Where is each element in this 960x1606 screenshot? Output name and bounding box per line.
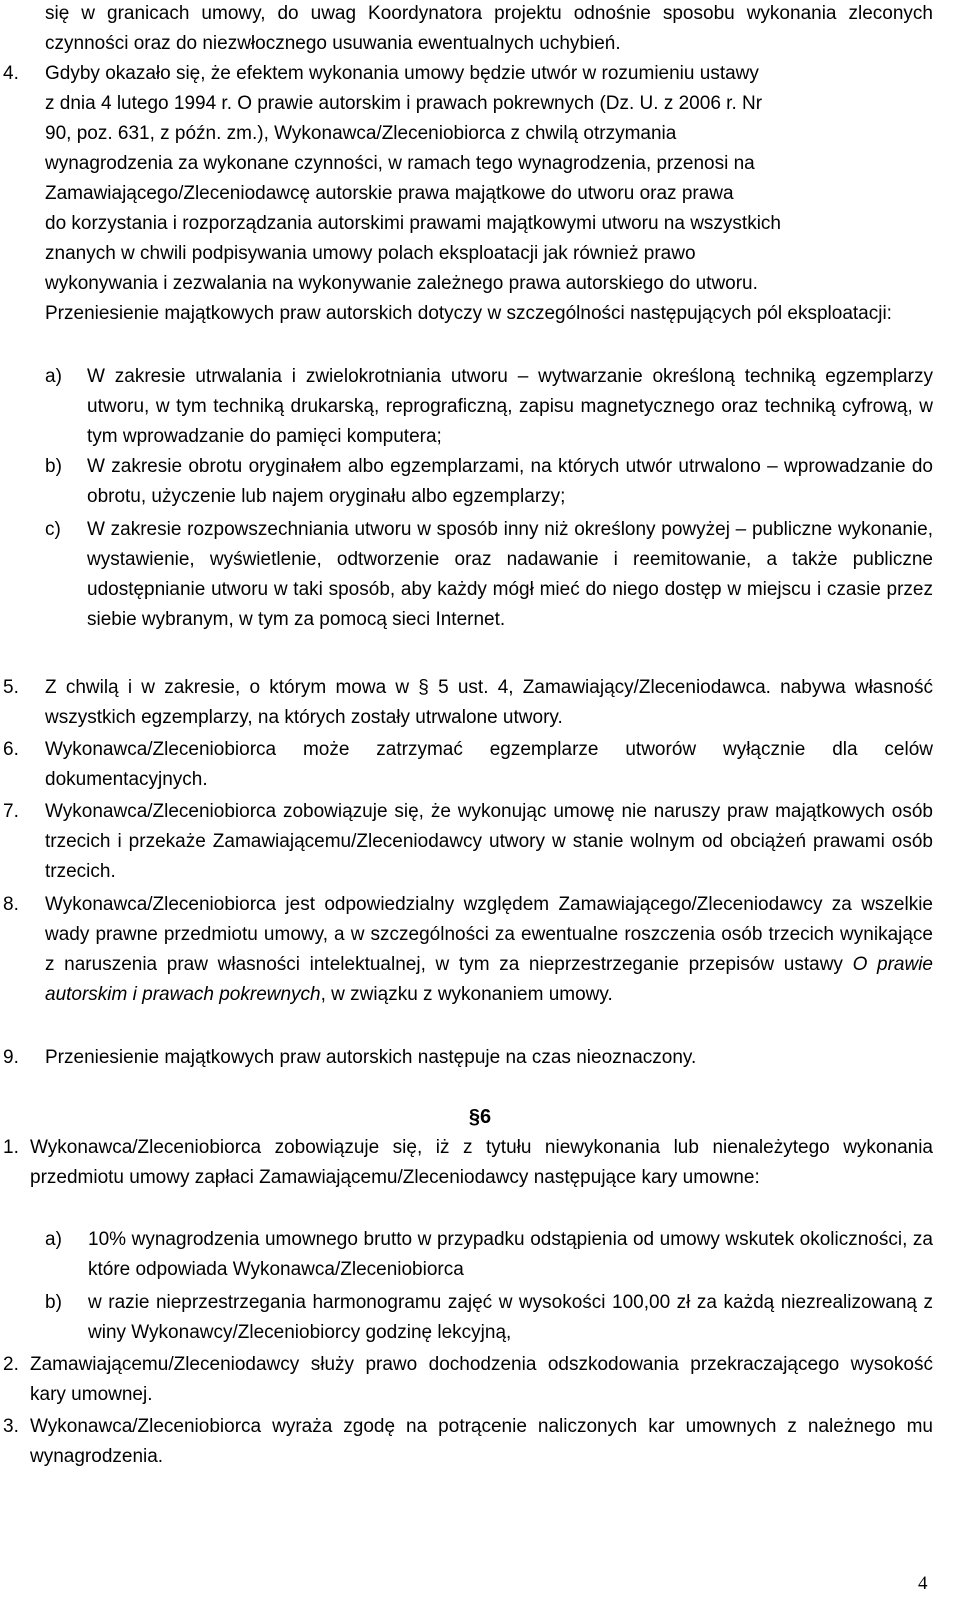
section-6-item-2-number: 2.	[3, 1354, 19, 1375]
item-4-line: do korzystania i rozporządzania autorskimi prawami majątkowymi utworu na wszystkich	[45, 213, 781, 234]
item-4-sub-c-letter: c)	[45, 519, 61, 540]
item-9-number: 9.	[3, 1047, 19, 1068]
section-6-sub-b-text: w razie nieprzestrzegania harmonogramu zajęć w wysokości 100,00 zł za każdą niezrealizowaną z winy Wykonawcy/Zleceniobiorcy godzinę lekcyjną,	[88, 1292, 933, 1343]
item-6-number: 6.	[3, 739, 19, 760]
item-4-sub-c-text: W zakresie rozpowszechniania utworu w sposób inny niż określony powyżej – publiczne wykonanie, wystawienie, wyświetlenie, odtworzenie oraz nadawanie i reemitowanie, a także publiczne udostępnianie utworu w taki sposób, aby każdy mógł mieć do niego dostęp w miejscu i czasie przez siebie wybranym, w tym za pomocą sieci Internet.	[87, 519, 933, 630]
item-4-line: znanych w chwili podpisywania umowy polach eksploatacji jak również prawo	[45, 243, 696, 264]
section-6-item-1-number: 1.	[3, 1137, 19, 1158]
item-5-text: Z chwilą i w zakresie, o którym mowa w § 5 ust. 4, Zamawiający/Zleceniodawca. nabywa własność wszystkich egzemplarzy, na których zostały utrwalone utwory.	[45, 677, 933, 728]
item-4-line: z dnia 4 lutego 1994 r. O prawie autorskim i prawach pokrewnych (Dz. U. z 2006 r. Nr	[45, 93, 763, 114]
item-4-sub-b-letter: b)	[45, 456, 62, 477]
item-5-number: 5.	[3, 677, 19, 698]
page-number: 4	[918, 1573, 928, 1594]
item-4-line: 90, poz. 631, z późn. zm.), Wykonawca/Zleceniobiorca z chwilą otrzymania	[45, 123, 677, 144]
item-8-text-before: Wykonawca/Zleceniobiorca jest odpowiedzialny względem Zamawiającego/Zleceniodawcy za wszelkie wady prawne przedmiotu umowy, a w szczególności za ewentualne roszczenia osób trzecich wynikające z naruszenia praw własności intelektualnej, w tym za nieprzestrzeganie przepisów ustawy	[45, 894, 933, 975]
item-4-number: 4.	[3, 63, 19, 84]
intro-continuation: się w granicach umowy, do uwag Koordynatora projektu odnośnie sposobu wykonania zleconych czynności oraz do niezwłocznego usuwania ewentualnych uchybień.	[45, 3, 933, 54]
section-6-item-2-text: Zamawiającemu/Zleceniodawcy służy prawo dochodzenia odszkodowania przekraczającego wysokość kary umownej.	[30, 1354, 933, 1405]
section-6-item-3-number: 3.	[3, 1416, 19, 1437]
section-6-sub-a-text: 10% wynagrodzenia umownego brutto w przypadku odstąpienia od umowy wskutek okoliczności, za które odpowiada Wykonawca/Zleceniobiorca	[88, 1229, 933, 1280]
item-9-text: Przeniesienie majątkowych praw autorskich następuje na czas nieoznaczony.	[45, 1047, 697, 1068]
section-6-heading: §6	[468, 1106, 492, 1128]
section-6-sub-a-letter: a)	[45, 1229, 62, 1250]
section-6-sub-b-letter: b)	[45, 1292, 62, 1313]
item-7-number: 7.	[3, 801, 19, 822]
item-4-line: Zamawiającego/Zleceniodawcę autorskie prawa majątkowe do utworu oraz prawa	[45, 183, 734, 204]
item-4-line: wykonywania i zezwalania na wykonywanie zależnego prawa autorskiego do utworu.	[45, 273, 758, 294]
item-7-text: Wykonawca/Zleceniobiorca zobowiązuje się, że wykonując umowę nie naruszy praw majątkowych osób trzecich i przekaże Zamawiającemu/Zleceniodawcy utwory w stanie wolnym od obciążeń prawami osób trzecich.	[45, 801, 933, 882]
item-4-body	[45, 59, 933, 329]
item-4-line: Gdyby okazało się, że efektem wykonania umowy będzie utwór w rozumieniu ustawy	[45, 63, 759, 84]
item-8-text	[45, 890, 933, 1010]
section-6-item-3-text: Wykonawca/Zleceniobiorca wyraża zgodę na potrącenie naliczonych kar umownych z należnego mu wynagrodzenia.	[30, 1416, 933, 1467]
section-6-item-1-text: Wykonawca/Zleceniobiorca zobowiązuje się, iż z tytułu niewykonania lub nienależytego wykonania przedmiotu umowy zapłaci Zamawiającemu/Zleceniodawcy następujące kary umowne:	[30, 1137, 933, 1188]
item-8-number: 8.	[3, 894, 19, 915]
item-8-act-title: O prawie autorskim i prawach pokrewnych	[45, 954, 933, 1005]
item-8-text-after: , w związku z wykonaniem umowy.	[320, 984, 613, 1005]
item-4-fields-intro: Przeniesienie majątkowych praw autorskich dotyczy w szczególności następujących pól eksploatacji:	[45, 303, 892, 324]
item-4-sub-a-text: W zakresie utrwalania i zwielokrotniania utworu – wytwarzanie określoną techniką egzemplarzy utworu, w tym techniką drukarską, reprograficzną, zapisu magnetycznego oraz techniką cyfrową, w tym wprowadzanie do pamięci komputera;	[87, 366, 933, 447]
item-4-line: wynagrodzenia za wykonane czynności, w ramach tego wynagrodzenia, przenosi na	[45, 153, 755, 174]
item-6-text: Wykonawca/Zleceniobiorca może zatrzymać egzemplarze utworów wyłącznie dla celów dokumentacyjnych.	[45, 739, 933, 790]
item-4-sub-b-text: W zakresie obrotu oryginałem albo egzemplarzami, na których utwór utrwalono – wprowadzanie do obrotu, użyczenie lub najem oryginału albo egzemplarzy;	[87, 456, 933, 507]
item-4-sub-a-letter: a)	[45, 366, 62, 387]
